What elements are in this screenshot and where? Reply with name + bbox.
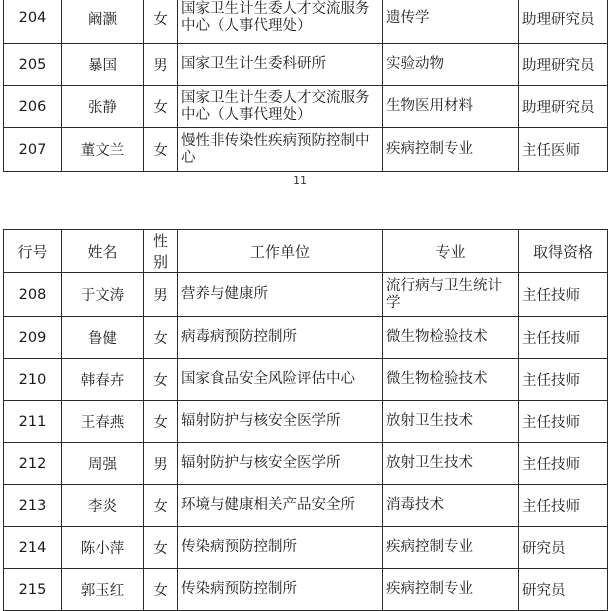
cell-unit: 国家食品安全风险评估中心 [178, 359, 383, 401]
cell-gender: 男 [144, 44, 178, 86]
table-row [4, 485, 608, 527]
cell-gender: 女 [144, 401, 178, 443]
cell-major: 微生物检验技术 [383, 359, 519, 401]
cell-name: 鲁健 [62, 317, 144, 359]
cell-num: 213 [4, 485, 62, 527]
header-name: 姓名 [62, 230, 144, 273]
cell-major: 疾病控制专业 [383, 128, 519, 172]
table-row [4, 569, 608, 611]
header-unit: 工作单位 [178, 230, 383, 273]
cell-num: 204 [4, 0, 62, 44]
cell-unit: 辐射防护与核安全医学所 [178, 443, 383, 485]
cell-num: 205 [4, 44, 62, 86]
cell-gender: 女 [144, 0, 178, 44]
cell-name: 韩春卉 [62, 359, 144, 401]
personnel-table-bottom [3, 229, 608, 611]
header-num: 行号 [4, 230, 62, 273]
cell-unit: 国家卫生计生委人才交流服务中心（人事代理处） [178, 0, 383, 44]
cell-name: 暴国 [62, 44, 144, 86]
cell-gender: 男 [144, 273, 178, 317]
cell-name: 于文涛 [62, 273, 144, 317]
cell-major: 生物医用材料 [383, 86, 519, 128]
cell-gender: 女 [144, 569, 178, 611]
table-row [4, 359, 608, 401]
cell-num: 209 [4, 317, 62, 359]
cell-name: 郭玉红 [62, 569, 144, 611]
cell-unit: 传染病预防控制所 [178, 569, 383, 611]
cell-qual: 主任技师 [519, 401, 608, 443]
table-row [4, 527, 608, 569]
cell-qual: 助理研究员 [519, 86, 608, 128]
table-row [4, 0, 608, 44]
cell-qual: 主任技师 [519, 273, 608, 317]
cell-unit: 慢性非传染性疾病预防控制中心 [178, 128, 383, 172]
cell-major: 流行病与卫生统计学 [383, 273, 519, 317]
cell-major: 放射卫生技术 [383, 443, 519, 485]
header-major: 专业 [383, 230, 519, 273]
cell-major: 疾病控制专业 [383, 527, 519, 569]
page-number: 11 [293, 174, 307, 187]
personnel-table-top [3, 0, 608, 172]
cell-name: 张静 [62, 86, 144, 128]
cell-gender: 女 [144, 86, 178, 128]
cell-unit: 病毒病预防控制所 [178, 317, 383, 359]
cell-qual: 助理研究员 [519, 0, 608, 44]
header-row [4, 230, 608, 273]
cell-gender: 女 [144, 317, 178, 359]
cell-unit: 传染病预防控制所 [178, 527, 383, 569]
cell-qual: 研究员 [519, 527, 608, 569]
table-row [4, 443, 608, 485]
cell-major: 疾病控制专业 [383, 569, 519, 611]
cell-qual: 主任技师 [519, 443, 608, 485]
cell-name: 董文兰 [62, 128, 144, 172]
cell-gender: 女 [144, 485, 178, 527]
cell-major: 微生物检验技术 [383, 317, 519, 359]
cell-gender: 男 [144, 443, 178, 485]
cell-num: 207 [4, 128, 62, 172]
cell-num: 210 [4, 359, 62, 401]
cell-unit: 环境与健康相关产品安全所 [178, 485, 383, 527]
table-row [4, 317, 608, 359]
cell-num: 206 [4, 86, 62, 128]
cell-qual: 助理研究员 [519, 44, 608, 86]
cell-qual: 研究员 [519, 569, 608, 611]
cell-unit: 国家卫生计生委人才交流服务中心（人事代理处） [178, 86, 383, 128]
cell-unit: 营养与健康所 [178, 273, 383, 317]
cell-num: 215 [4, 569, 62, 611]
header-qual: 取得资格 [519, 230, 608, 273]
cell-qual: 主任医师 [519, 128, 608, 172]
cell-unit: 辐射防护与核安全医学所 [178, 401, 383, 443]
cell-gender: 女 [144, 527, 178, 569]
header-gender: 性别 [144, 230, 178, 273]
cell-name: 周强 [62, 443, 144, 485]
cell-unit: 国家卫生计生委科研所 [178, 44, 383, 86]
cell-num: 211 [4, 401, 62, 443]
cell-major: 遗传学 [383, 0, 519, 44]
table-row [4, 401, 608, 443]
table-row [4, 44, 608, 86]
table-row [4, 128, 608, 172]
cell-major: 消毒技术 [383, 485, 519, 527]
cell-qual: 主任技师 [519, 485, 608, 527]
cell-name: 李炎 [62, 485, 144, 527]
cell-qual: 主任技师 [519, 317, 608, 359]
cell-major: 放射卫生技术 [383, 401, 519, 443]
cell-num: 212 [4, 443, 62, 485]
cell-name: 阚灏 [62, 0, 144, 44]
cell-num: 208 [4, 273, 62, 317]
cell-gender: 女 [144, 128, 178, 172]
cell-num: 214 [4, 527, 62, 569]
cell-qual: 主任技师 [519, 359, 608, 401]
cell-name: 陈小萍 [62, 527, 144, 569]
table-row [4, 273, 608, 317]
table-row [4, 86, 608, 128]
cell-major: 实验动物 [383, 44, 519, 86]
cell-name: 王春燕 [62, 401, 144, 443]
cell-gender: 女 [144, 359, 178, 401]
